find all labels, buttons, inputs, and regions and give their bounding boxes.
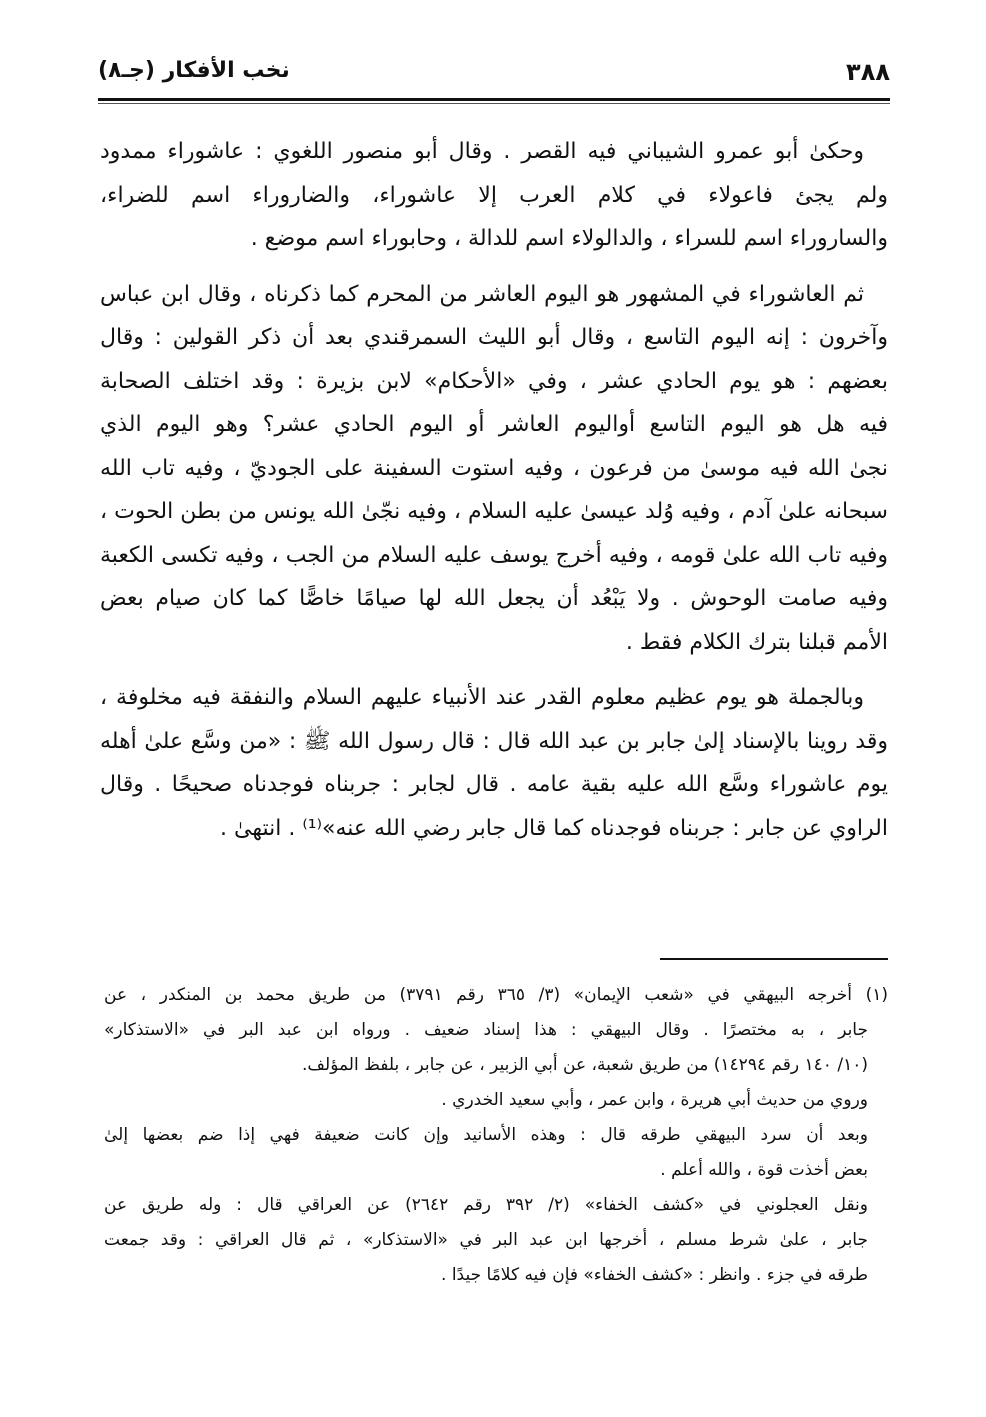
main-text [100, 130, 888, 862]
text-line: بعضهم : هو يوم الحادي عشر ، وفي «الأحكام» لابن بزيرة : وقد اختلف الصحابة [100, 368, 888, 394]
text-line: نجىٰ الله فيه موسىٰ من فرعون ، وفيه استوت السفينة على الجوديّ ، وفيه تاب الله [100, 455, 888, 481]
text-line: والساروراء اسم للسراء ، والدالولاء اسم للدالة ، وحابوراء اسم موضع . [250, 226, 888, 251]
paragraph-1 [100, 130, 888, 261]
text-line: وفيه صامت الوحوش . ولا يَبْعُد أن يجعل الله لها صيامًا خاصًّا كما كان صيام بعض [100, 586, 888, 611]
paragraph-3 [100, 676, 888, 850]
text-line: الأمم قبلنا بترك الكلام فقط . [625, 629, 888, 655]
text-line: سبحانه علىٰ آدم ، وفيه وُلد عيسىٰ عليه السلام ، وفيه نجّىٰ الله يونس من بطن الحوت ، [100, 499, 888, 524]
page-number: ٣٨٨ [846, 58, 890, 86]
footnote-line: (١٠/ ١٤٠ رقم ١٤٢٩٤) من طريق شعبة، عن أبي الزبير ، عن جابر ، بلفظ المؤلف. [302, 1055, 868, 1075]
header-rule-thin [98, 103, 890, 104]
text-line: وفيه تاب الله علىٰ قومه ، وفيه أخرج يوسف عليه السلام من الجب ، وفيه تكسى الكعبة [100, 542, 888, 568]
text-line: فيه هل هو اليوم التاسع أواليوم العاشر أو اليوم الحادي عشر؟ وهو اليوم الذي [100, 412, 888, 437]
footnote-line: جابر ، علىٰ شرط مسلم ، أخرجها ابن عبد البر في «الاستذكار» ، ثم قال العراقي : وقد جمعت [104, 1230, 868, 1250]
footnote-separator [660, 958, 888, 960]
text-line: وبالجملة هو يوم عظيم معلوم القدر عند الأنبياء عليهم السلام والنفقة فيه مخلوفة ، [100, 685, 864, 710]
footnote-line: جابر ، به مختصرًا . وقال البيهقي : هذا إسناد ضعيف . ورواه ابن عبد البر في «الاستذكار» [104, 1020, 868, 1040]
footnote-line: وروي من حديث أبي هريرة ، وابن عمر ، وأبي سعيد الخدري . [441, 1090, 868, 1110]
text-line: ثم العاشوراء في المشهور هو اليوم العاشر من المحرم كما ذكرناه ، وقال ابن عباس [100, 281, 864, 307]
footnote-line: بعض أخذت قوة ، والله أعلم . [660, 1160, 868, 1180]
footnote-line: ونقل العجلوني في «كشف الخفاء» (٢/ ٣٩٢ رقم ٢٦٤٢) عن العراقي قال : وله طريق عن [104, 1195, 869, 1215]
paragraph-2 [100, 273, 888, 665]
text-line: يوم عاشوراء وسَّع الله عليه بقية عامه . قال لجابر : جربناه فوجدناه صحيحًا . وقال [100, 772, 888, 797]
footnote-line: طرقه في جزء . وانظر : «كشف الخفاء» فإن فيه كلامًا جيدًا . [441, 1265, 868, 1285]
page-header [98, 58, 890, 94]
footnote-line: (١) أخرجه البيهقي في «شعب الإيمان» (٣/ ٣٦٥ رقم ٣٧٩١) من طريق محمد بن المنكدر ، عن [104, 985, 888, 1005]
text-line: وآخرون : إنه اليوم التاسع ، وقال أبو الليث السمرقندي بعد أن ذكر القولين : وقال [100, 325, 888, 350]
text-line: الراوي عن جابر : جربناه فوجدناه كما قال جابر رضي الله عنه»⁽¹⁾ . انتهىٰ . [220, 815, 888, 841]
text-line: وقد روينا بالإسناد إلىٰ جابر بن عبد الله قال : قال رسول الله ﷺ : «من وسَّع علىٰ أهله [100, 728, 888, 754]
text-line: ولم يجئ فاعولاء في كلام العرب إلا عاشوراء، والضاروراء اسم للضراء، [100, 182, 888, 208]
footnotes [104, 978, 888, 1293]
footnote-line: وبعد أن سرد البيهقي طرقه قال : وهذه الأسانيد وإن كانت ضعيفة فهي إذا ضم بعضها إلىٰ [104, 1125, 868, 1145]
header-rule [98, 98, 890, 101]
running-title: نخب الأفكار (جـ٨) [98, 58, 290, 83]
text-line: وحكىٰ أبو عمرو الشيباني فيه القصر . وقال أبو منصور اللغوي : عاشوراء ممدود [100, 139, 864, 164]
